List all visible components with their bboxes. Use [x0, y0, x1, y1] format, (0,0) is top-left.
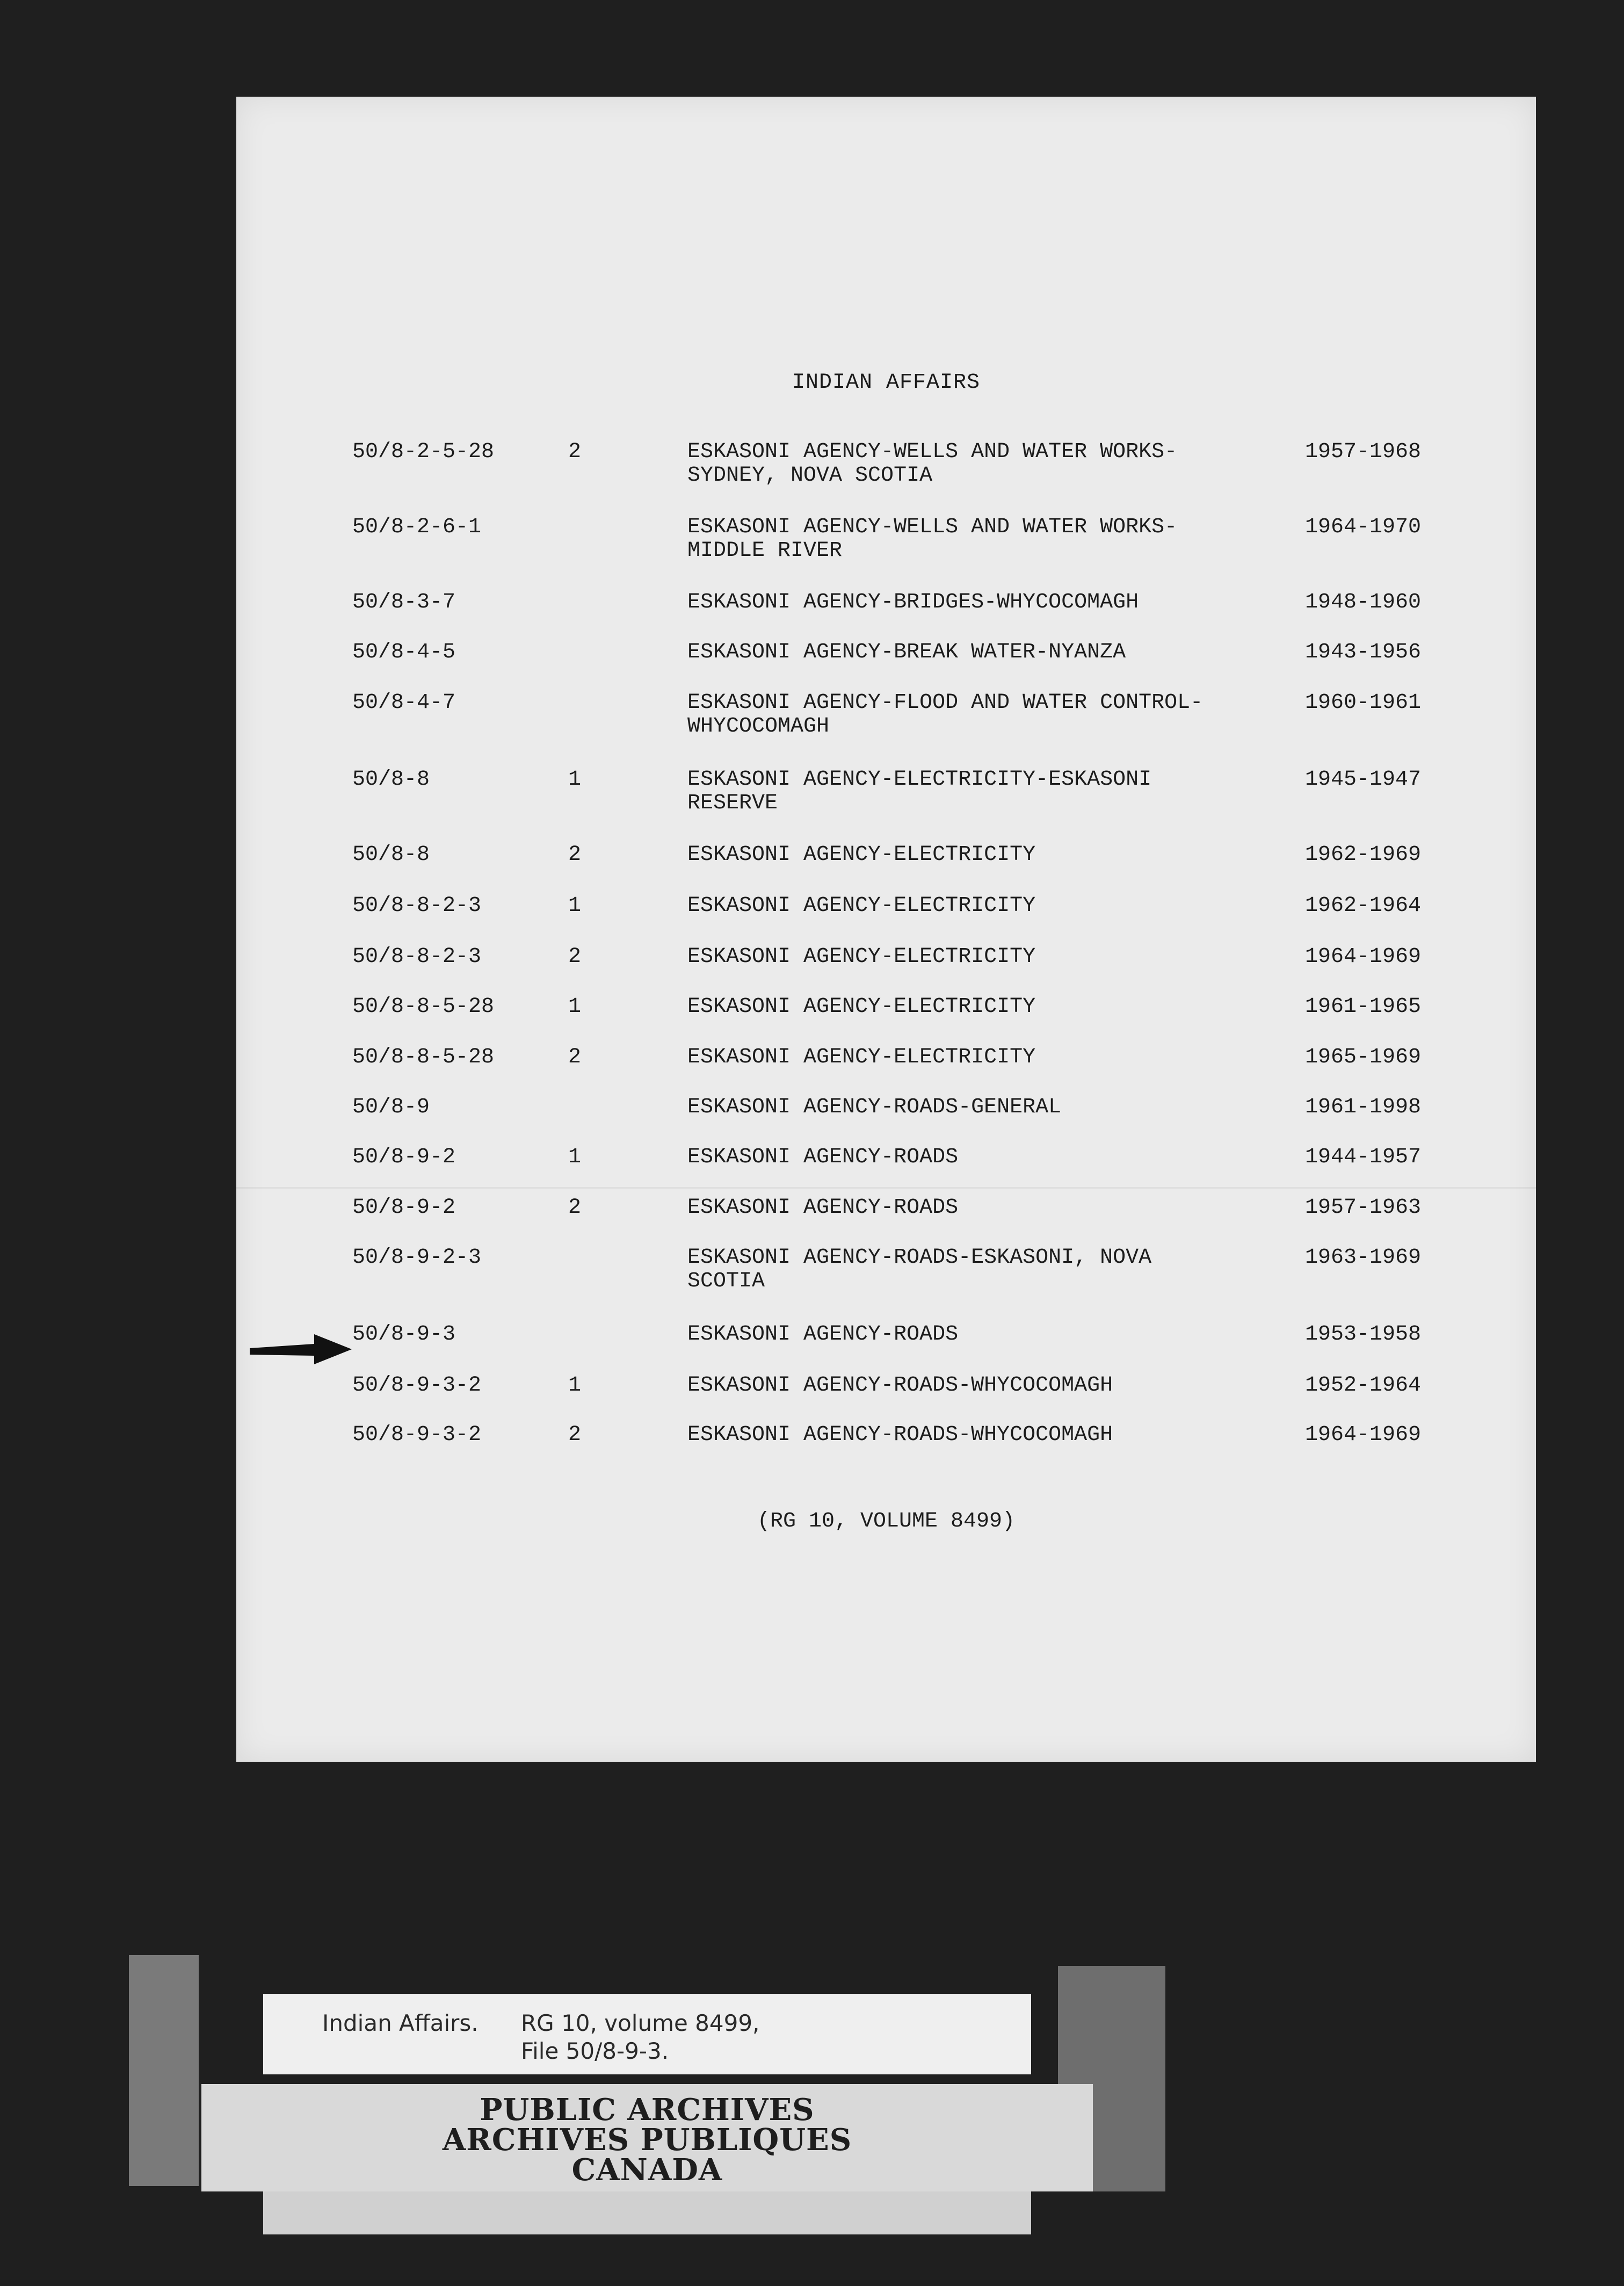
pointer-arrow-icon — [247, 1331, 354, 1369]
file-description: ESKASONI AGENCY-BREAK WATER-NYANZA — [687, 640, 1126, 664]
file-row — [236, 1246, 1536, 1300]
file-description: ESKASONI AGENCY-ELECTRICITY — [687, 894, 1036, 918]
date-range: 1953-1958 — [1305, 1322, 1422, 1347]
volume-number: 1 — [568, 894, 582, 918]
volume-number: 2 — [568, 945, 582, 969]
document-footer: (RG 10, VOLUME 8499) — [757, 1509, 1016, 1533]
file-number: 50/8-8 — [352, 768, 430, 792]
stamp-line-1: PUBLIC ARCHIVES — [480, 2092, 815, 2128]
file-row — [236, 641, 1536, 695]
date-range: 1965-1969 — [1305, 1045, 1422, 1069]
file-number: 50/8-8-2-3 — [352, 945, 482, 969]
file-description: ESKASONI AGENCY-ROADS — [687, 1322, 959, 1347]
file-description: ESKASONI AGENCY-ROADS-WHYCOCOMAGH — [687, 1373, 1113, 1398]
film-edge-left — [129, 1955, 199, 2186]
file-row — [236, 1196, 1536, 1250]
file-row — [236, 843, 1536, 897]
reference-label — [263, 1994, 1031, 2074]
file-number: 50/8-9-3-2 — [352, 1423, 482, 1447]
date-range: 1964-1969 — [1305, 1423, 1422, 1447]
volume-number: 2 — [568, 843, 582, 867]
file-description: ESKASONI AGENCY-ELECTRICITY-ESKASONI RESERVE — [687, 768, 1152, 815]
file-description: ESKASONI AGENCY-ROADS — [687, 1196, 959, 1220]
file-number: 50/8-9 — [352, 1095, 430, 1119]
label-line-3: File 50/8-9-3. — [521, 2038, 669, 2064]
date-range: 1952-1964 — [1305, 1373, 1422, 1398]
volume-number: 2 — [568, 1196, 582, 1220]
volume-number: 2 — [568, 1045, 582, 1069]
file-number: 50/8-8-5-28 — [352, 1045, 495, 1069]
file-row — [236, 691, 1536, 745]
stamp-line-2: ARCHIVES PUBLIQUES — [442, 2122, 852, 2158]
file-row — [236, 516, 1536, 569]
date-range: 1964-1970 — [1305, 515, 1422, 539]
date-range: 1943-1956 — [1305, 640, 1422, 664]
file-row — [236, 1096, 1536, 1149]
volume-number: 1 — [568, 768, 582, 792]
date-range: 1944-1957 — [1305, 1145, 1422, 1169]
date-range: 1961-1998 — [1305, 1095, 1422, 1119]
file-number: 50/8-4-5 — [352, 640, 456, 664]
volume-number: 2 — [568, 440, 582, 464]
file-number: 50/8-3-7 — [352, 590, 456, 614]
file-row — [236, 591, 1536, 645]
file-row — [236, 945, 1536, 999]
stamp-line-3: CANADA — [571, 2152, 723, 2188]
file-description: ESKASONI AGENCY-ELECTRICITY — [687, 843, 1036, 867]
volume-number: 2 — [568, 1423, 582, 1447]
file-description: ESKASONI AGENCY-FLOOD AND WATER CONTROL- WHYCOCOMAGH — [687, 691, 1204, 739]
date-range: 1960-1961 — [1305, 691, 1422, 715]
file-number: 50/8-9-3 — [352, 1322, 456, 1347]
date-range: 1961-1965 — [1305, 995, 1422, 1019]
date-range: 1963-1969 — [1305, 1246, 1422, 1270]
archives-stamp — [201, 2084, 1093, 2191]
label-line-2: RG 10, volume 8499, — [521, 2010, 760, 2036]
file-description: ESKASONI AGENCY-ROADS — [687, 1145, 959, 1169]
volume-number: 1 — [568, 995, 582, 1019]
file-description: ESKASONI AGENCY-ROADS-ESKASONI, NOVA SCOTIA — [687, 1246, 1152, 1293]
volume-number: 1 — [568, 1145, 582, 1169]
file-number: 50/8-8-2-3 — [352, 894, 482, 918]
date-range: 1962-1964 — [1305, 894, 1422, 918]
file-row — [236, 1423, 1536, 1477]
date-range: 1964-1969 — [1305, 945, 1422, 969]
file-number: 50/8-9-2-3 — [352, 1246, 482, 1270]
date-range: 1945-1947 — [1305, 768, 1422, 792]
date-range: 1957-1968 — [1305, 440, 1422, 464]
volume-number: 1 — [568, 1373, 582, 1398]
file-number: 50/8-9-2 — [352, 1145, 456, 1169]
file-row — [236, 1323, 1536, 1377]
file-row — [236, 995, 1536, 1049]
file-description: ESKASONI AGENCY-ROADS-WHYCOCOMAGH — [687, 1423, 1113, 1447]
file-row — [236, 1046, 1536, 1099]
file-description: ESKASONI AGENCY-ELECTRICITY — [687, 995, 1036, 1019]
file-number: 50/8-2-6-1 — [352, 515, 482, 539]
file-number: 50/8-9-2 — [352, 1196, 456, 1220]
file-description: ESKASONI AGENCY-ROADS-GENERAL — [687, 1095, 1062, 1119]
date-range: 1957-1963 — [1305, 1196, 1422, 1220]
document-title: INDIAN AFFAIRS — [792, 371, 981, 395]
file-number: 50/8-8 — [352, 843, 430, 867]
file-description: ESKASONI AGENCY-BRIDGES-WHYCOCOMAGH — [687, 590, 1139, 614]
date-range: 1962-1969 — [1305, 843, 1422, 867]
file-description: ESKASONI AGENCY-ELECTRICITY — [687, 1045, 1036, 1069]
date-range: 1948-1960 — [1305, 590, 1422, 614]
file-description: ESKASONI AGENCY-WELLS AND WATER WORKS- SYDNEY, NOVA SCOTIA — [687, 440, 1178, 488]
file-number: 50/8-9-3-2 — [352, 1373, 482, 1398]
document-page — [236, 97, 1536, 1762]
file-row — [236, 1374, 1536, 1428]
file-number: 50/8-4-7 — [352, 691, 456, 715]
label-line-1: Indian Affairs. — [322, 2010, 479, 2036]
file-row — [236, 1146, 1536, 1199]
file-row — [236, 440, 1536, 494]
file-number: 50/8-8-5-28 — [352, 995, 495, 1019]
file-number: 50/8-2-5-28 — [352, 440, 495, 464]
label-backing — [263, 2191, 1031, 2234]
file-description: ESKASONI AGENCY-ELECTRICITY — [687, 945, 1036, 969]
file-row — [236, 894, 1536, 948]
file-row — [236, 768, 1536, 822]
file-description: ESKASONI AGENCY-WELLS AND WATER WORKS- MIDDLE RIVER — [687, 515, 1178, 563]
